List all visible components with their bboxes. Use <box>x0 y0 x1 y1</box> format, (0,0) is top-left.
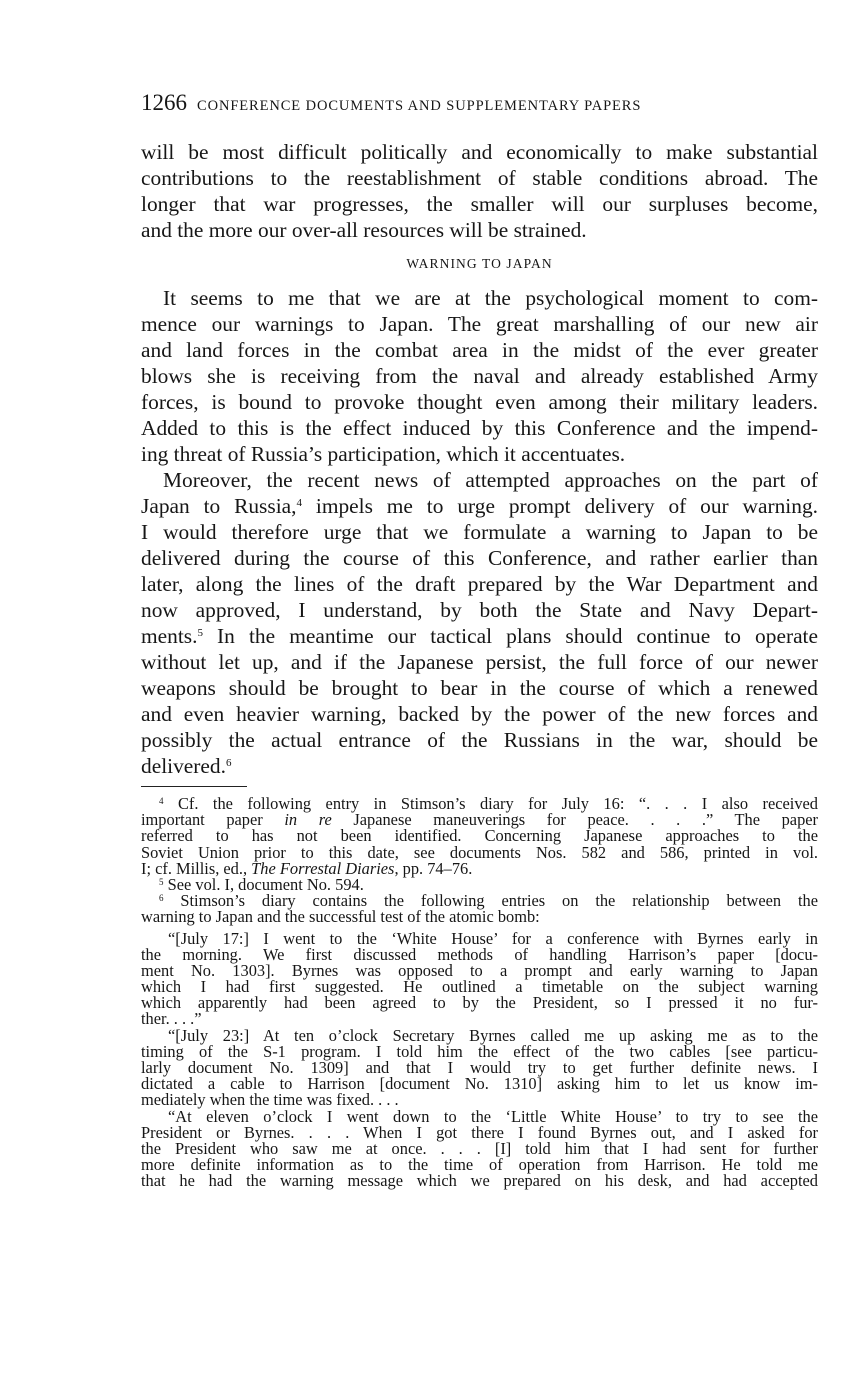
quote-line: ther. . . .” <box>141 1009 202 1029</box>
footnote-line: Soviet Union prior to this date, see documents Nos. 582 and 586, printed in vol. <box>141 842 818 862</box>
footnote-ref-6[interactable]: 6 <box>225 757 232 769</box>
text-line: mence our warnings to Japan. The great marshalling of our new air <box>141 312 818 336</box>
footnote-mark-4: 4 <box>159 796 164 806</box>
quote-line: ment No. 1303]. Byrnes was opposed to a prompt and early warning to Japan <box>141 960 818 980</box>
text-line: forces, is bound to provoke thought even among their military leaders. <box>141 390 818 414</box>
text-fragment: , pp. 74–76. <box>394 858 473 878</box>
quote-line: “[July 23:] At ten o’clock Secretary Byrnes called me up asking me as to the <box>168 1025 818 1045</box>
italic-fragment: The Forrestal Diaries <box>251 858 395 878</box>
quote-line: the morning. We first discussed methods of handling Harrison’s paper [docu- <box>141 944 818 964</box>
text-line: now approved, I understand, by both the State and Navy Depart- <box>141 598 818 622</box>
footnote-line: referred to has not been identified. Concerning Japanese approaches to the <box>141 826 818 846</box>
text-fragment: Japan to Russia, <box>141 494 297 518</box>
running-header <box>141 90 821 120</box>
text-line: later, along the lines of the draft prepared by the War Department and <box>141 572 818 596</box>
text-line: and even heavier warning, backed by the power of the new forces and <box>141 702 818 726</box>
quote-line: that he had the warning message which we prepared on his desk, and had accepted <box>141 1171 818 1191</box>
footnote-line: warning to Japan and the successful test of the atomic bomb: <box>141 907 540 927</box>
text-line: possibly the actual entrance of the Russians in the war, should be <box>141 728 818 752</box>
text-line: It seems to me that we are at the psychological moment to com- <box>163 286 818 310</box>
footnote-ref-4[interactable]: 4 <box>296 497 302 509</box>
footnote-rule <box>141 786 247 787</box>
page-number: 1266 <box>141 90 187 115</box>
text-line: Moreover, the recent news of attempted approaches on the part of <box>163 468 818 492</box>
quote-line: which I had first suggested. He outlined a timetable on the subject warning <box>141 977 818 997</box>
text-line: and land forces in the combat area in the midst of the ever greater <box>141 338 818 362</box>
text-fragment: See vol. I, document No. 594. <box>167 874 364 894</box>
quote-line: “At eleven o’clock I went down to the ‘Little White House’ to try to see the <box>168 1106 818 1126</box>
text-fragment: Stimson’s diary contains the following entries on the relationship between the <box>180 891 818 911</box>
section-heading: WARNING TO JAPAN <box>406 256 553 271</box>
text-fragment: Japanese maneuverings for peace. . . .” The paper <box>331 810 818 830</box>
footnote-mark-5: 5 <box>159 876 164 887</box>
running-title: CONFERENCE DOCUMENTS AND SUPPLEMENTARY PAPERS <box>197 98 642 114</box>
text-line: blows she is receiving from the naval and already established Army <box>141 364 818 388</box>
paragraph-psychological-moment <box>141 285 818 467</box>
text-line: weapons should be brought to bear in the course of which a renewed <box>141 676 818 700</box>
quote-line: “[July 17:] I went to the ‘White House’ for a conference with Byrnes early in <box>168 928 818 948</box>
text-line: contributions to the reestablishment of stable conditions abroad. The <box>141 166 818 190</box>
quote-line: larly document No. 1309] and that I would try to get further definite news. I <box>141 1058 818 1077</box>
text-line: will be most difficult politically and economically to make substantial <box>141 140 818 164</box>
quote-line: timing of the S-1 program. I told him the effect of the two cables [see particu- <box>141 1041 818 1061</box>
italic-fragment: in re <box>284 810 332 830</box>
text-fragment: ments. <box>141 624 198 648</box>
text-line: longer that war progresses, the smaller will our surpluses become, <box>141 192 818 216</box>
quote-line: dictated a cable to Harrison [document No. 1310] asking him to let us know im- <box>141 1074 818 1094</box>
text-line: delivered during the course of this Conference, and rather earlier than <box>141 546 818 570</box>
text-fragment: In the meantime our tactical plans should continue to operate <box>202 624 818 648</box>
paragraph-moreover <box>141 467 818 779</box>
text-line <box>141 493 818 519</box>
text-line: Added to this is the effect induced by this Conference and the impend- <box>141 416 818 440</box>
text-fragment: Cf. the following entry in Stimson’s diary for July 16: “. . . I also received <box>177 794 818 813</box>
text-line: without let up, and if the Japanese persist, the full force of our newer <box>141 650 818 674</box>
text-line <box>141 753 818 779</box>
quote-line: which apparently had been agreed to by the President, so I pressed it no fur- <box>141 993 818 1013</box>
footnotes <box>141 796 818 1190</box>
text-fragment: impels me to urge prompt delivery of our warning. <box>302 494 818 518</box>
text-line: ing threat of Russia’s participation, which it accentuates. <box>141 442 626 466</box>
quote-line: more definite information as to the time of operation from Harrison. He told me <box>141 1155 818 1175</box>
text-fragment: delivered. <box>141 754 226 778</box>
text-line <box>141 623 818 649</box>
text-fragment: I; cf. Millis, ed., <box>141 858 252 878</box>
text-line: and the more our over-all resources will be strained. <box>141 218 587 242</box>
quote-line: the President who saw me at once. . . . [I] told him that I had sent for further <box>141 1138 818 1158</box>
footnote-mark-6: 6 <box>159 893 164 904</box>
quote-line: President or Byrnes. . . . When I got there I found Byrnes out, and I asked for <box>141 1122 818 1142</box>
paragraph-surplus <box>141 139 818 243</box>
quote-line: mediately when the time was fixed. . . . <box>141 1090 399 1110</box>
text-fragment: important paper <box>141 810 285 830</box>
footnote-ref-5[interactable]: 5 <box>197 627 203 639</box>
text-line: I would therefore urge that we formulate a warning to Japan to be <box>141 520 818 544</box>
